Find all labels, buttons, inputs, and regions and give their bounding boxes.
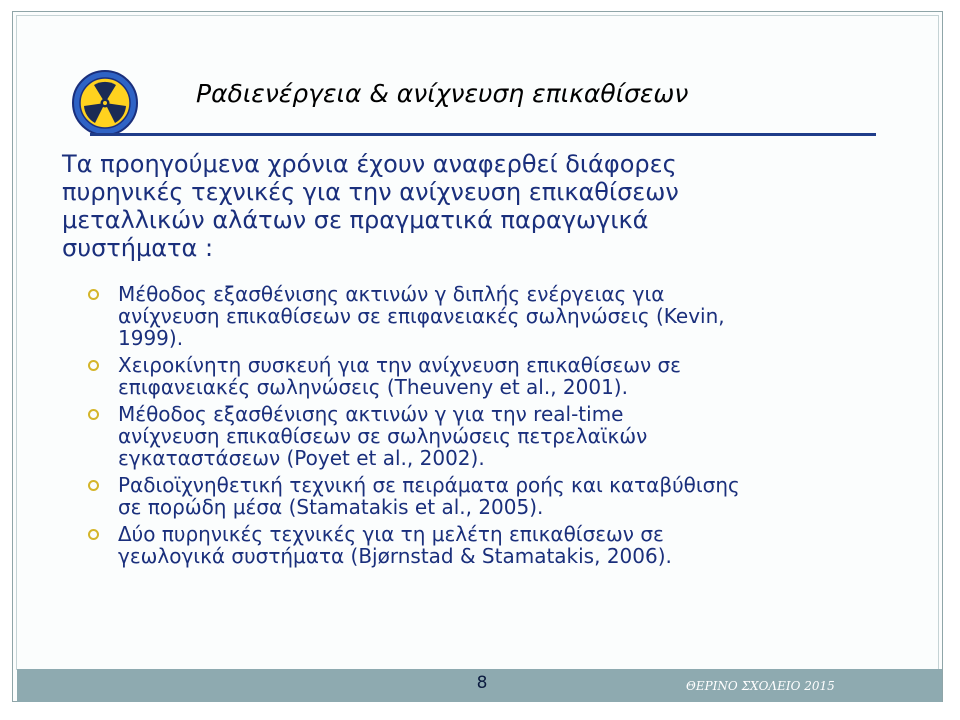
bullet-item [88,403,928,469]
bullet-text [118,283,928,349]
bullet-text [118,523,928,567]
bullet-line: Μέθοδος εξασθένισης ακτινών γ διπλής ενέργειας για [118,282,665,306]
bullet-text [118,474,928,518]
bullet-line: εγκαταστάσεων (Poyet et al., 2002). [118,446,485,470]
bullet-list [88,283,928,572]
intro-line: Τα προηγούμενα χρόνια έχουν αναφερθεί διάφορες [62,150,677,178]
bullet-line: ανίχνευση επικαθίσεων σε σωληνώσεις πετρελαϊκών [118,424,648,448]
bullet-line: γεωλογικά συστήματα (Bjørnstad & Stamatakis, 2006). [118,544,672,568]
bullet-line: Δύο πυρηνικές τεχνικές για τη μελέτη επικαθίσεων σε [118,522,664,546]
intro-line: συστήματα : [62,234,214,262]
bullet-text [118,354,928,398]
bullet-circle-icon [88,289,99,300]
bullet-circle-icon [88,480,99,491]
bullet-line: Μέθοδος εξασθένισης ακτινών γ για την real-time [118,402,624,426]
bullet-item [88,354,928,398]
footer-text: ΘΕΡΙΝΟ ΣΧΟΛΕΙΟ 2015 [686,679,835,693]
bullet-item [88,523,928,567]
bullet-text [118,403,928,469]
bullet-item [88,283,928,349]
bullet-circle-icon [88,360,99,371]
intro-line: πυρηνικές τεχνικές για την ανίχνευση επικαθίσεων [62,178,679,206]
bullet-line: Ραδιοϊχνηθετική τεχνική σε πειράματα ροής και καταβύθισης [118,473,740,497]
radiation-icon [70,68,140,138]
bullet-circle-icon [88,529,99,540]
page-number: 8 [476,673,488,693]
bullet-line: Χειροκίνητη συσκευή για την ανίχνευση επικαθίσεων σε [118,353,681,377]
intro-text [62,150,922,262]
bullet-line: ανίχνευση επικαθίσεων σε επιφανειακές σωληνώσεις (Kevin, [118,304,725,328]
bullet-item [88,474,928,518]
bullet-line: επιφανειακές σωληνώσεις (Theuveny et al., 2001). [118,375,628,399]
bullet-line: 1999). [118,326,184,350]
bullet-circle-icon [88,409,99,420]
intro-line: μεταλλικών αλάτων σε πραγματικά παραγωγικά [62,206,649,234]
slide-title: Ραδιενέργεια & ανίχνευση επικαθίσεων [196,79,689,108]
title-underline [90,133,876,136]
bullet-line: σε πορώδη μέσα (Stamatakis et al., 2005). [118,495,544,519]
